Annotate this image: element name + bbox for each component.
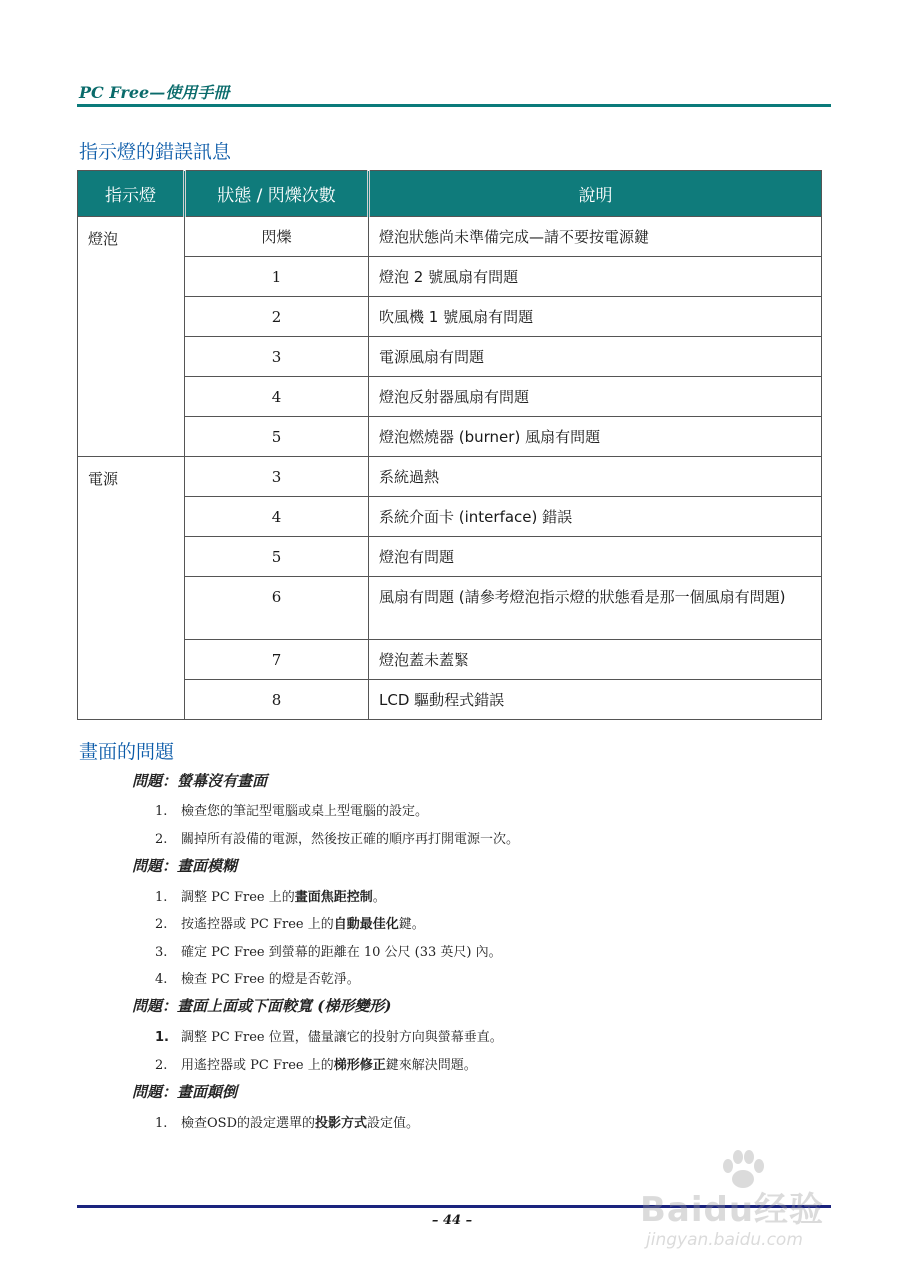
error-description: 電源風扇有問題 (369, 337, 822, 377)
problem-heading: 問題：畫面顛倒 (132, 1083, 238, 1101)
table-row (78, 257, 822, 297)
error-description: 風扇有問題 (請參考燈泡指示燈的狀態看是那一個風扇有問題) (369, 577, 822, 640)
item-text: 鍵。 (398, 917, 425, 932)
error-description: 系統介面卡 (interface) 錯誤 (369, 497, 822, 537)
error-description: 吹風機 1 號風扇有問題 (369, 297, 822, 337)
table-row (78, 640, 822, 680)
blink-count: 閃爍 (185, 217, 369, 257)
header-status-count: 狀態 / 閃爍次數 (185, 171, 369, 217)
blink-count: 4 (185, 497, 369, 537)
item-number: 3. (155, 945, 168, 960)
indicator-lamp: 燈泡 (78, 217, 185, 457)
item-number: 1. (155, 1116, 168, 1131)
blink-count: 3 (185, 337, 369, 377)
item-number: 1. (155, 890, 168, 905)
header-indicator: 指示燈 (78, 171, 185, 217)
page-number: – 44 – (431, 1213, 473, 1228)
error-section-title: 指示燈的錯誤訊息 (79, 141, 232, 163)
list-item (155, 1112, 419, 1131)
error-description: 燈泡有問題 (369, 537, 822, 577)
blink-count: 8 (185, 680, 369, 720)
image-section-title: 畫面的問題 (79, 741, 175, 763)
item-text: 。 (372, 890, 386, 905)
item-number: 2. (155, 1058, 168, 1073)
error-description: 燈泡 2 號風扇有問題 (369, 257, 822, 297)
error-description: LCD 驅動程式錯誤 (369, 680, 822, 720)
baidu-watermark (640, 1150, 860, 1260)
error-description: 燈泡狀態尚未準備完成—請不要按電源鍵 (369, 217, 822, 257)
table-row (78, 217, 822, 257)
problem-heading: 問題：畫面上面或下面較寬 (梯形變形) (132, 997, 392, 1015)
table-row (78, 497, 822, 537)
item-text: 用遙控器或 PC Free 上的 (181, 1058, 334, 1073)
problem-heading: 問題：螢幕沒有畫面 (132, 772, 268, 790)
item-emphasis: 畫面焦距控制 (294, 890, 373, 905)
blink-count: 4 (185, 377, 369, 417)
error-description: 燈泡蓋未蓋緊 (369, 640, 822, 680)
blink-count: 5 (185, 537, 369, 577)
blink-count: 7 (185, 640, 369, 680)
document-header-title: PC Free—使用手冊 (79, 83, 230, 102)
indicator-power: 電源 (78, 457, 185, 720)
error-description: 系統過熱 (369, 457, 822, 497)
item-text: 檢查OSD的設定選單的 (181, 1116, 315, 1131)
watermark-url: jingyan.baidu.com (646, 1230, 803, 1250)
watermark-logo-text: Baidu经验 (640, 1190, 825, 1230)
list-item (155, 941, 502, 960)
item-number: 1. (155, 804, 168, 819)
item-number: 4. (155, 972, 168, 987)
item-text: 調整 PC Free 位置，儘量讓它的投射方向與螢幕垂直。 (181, 1030, 503, 1045)
item-text: 鍵來解決問題。 (385, 1058, 477, 1073)
list-item (155, 1054, 477, 1073)
item-emphasis: 自動最佳化 (333, 917, 399, 932)
list-item (155, 1026, 503, 1045)
table-row (78, 337, 822, 377)
error-message-table (77, 170, 822, 720)
table-header-row (78, 171, 822, 217)
table-row (78, 297, 822, 337)
table-row (78, 417, 822, 457)
item-number: 2. (155, 917, 168, 932)
list-item (155, 886, 386, 905)
header-divider (77, 104, 831, 107)
error-description: 燈泡燃燒器 (burner) 風扇有問題 (369, 417, 822, 457)
table-row (78, 377, 822, 417)
blink-count: 1 (185, 257, 369, 297)
problem-heading: 問題：畫面模糊 (132, 857, 238, 875)
blink-count: 2 (185, 297, 369, 337)
blink-count: 6 (185, 577, 369, 640)
item-emphasis: 梯形修正 (333, 1058, 386, 1073)
list-item (155, 800, 428, 819)
item-text: 設定值。 (367, 1116, 420, 1131)
list-item (155, 913, 425, 932)
header-description: 說明 (369, 171, 822, 217)
item-text: 確定 PC Free 到螢幕的距離在 10 公尺 (33 英尺) 內。 (181, 945, 502, 960)
item-number: 2. (155, 832, 168, 847)
item-text: 調整 PC Free 上的 (181, 890, 295, 905)
list-item (155, 828, 519, 847)
table-row (78, 680, 822, 720)
item-text: 檢查您的筆記型電腦或桌上型電腦的設定。 (181, 804, 429, 819)
blink-count: 3 (185, 457, 369, 497)
list-item (155, 968, 360, 987)
item-text: 關掉所有設備的電源，然後按正確的順序再打開電源一次。 (181, 832, 520, 847)
table-row (78, 537, 822, 577)
item-text: 按遙控器或 PC Free 上的 (181, 917, 334, 932)
error-description: 燈泡反射器風扇有問題 (369, 377, 822, 417)
item-text: 檢查 PC Free 的燈是否乾淨。 (181, 972, 360, 987)
table-row (78, 457, 822, 497)
item-number: 1. (155, 1030, 169, 1045)
blink-count: 5 (185, 417, 369, 457)
item-emphasis: 投影方式 (315, 1116, 368, 1131)
table-row (78, 577, 822, 640)
